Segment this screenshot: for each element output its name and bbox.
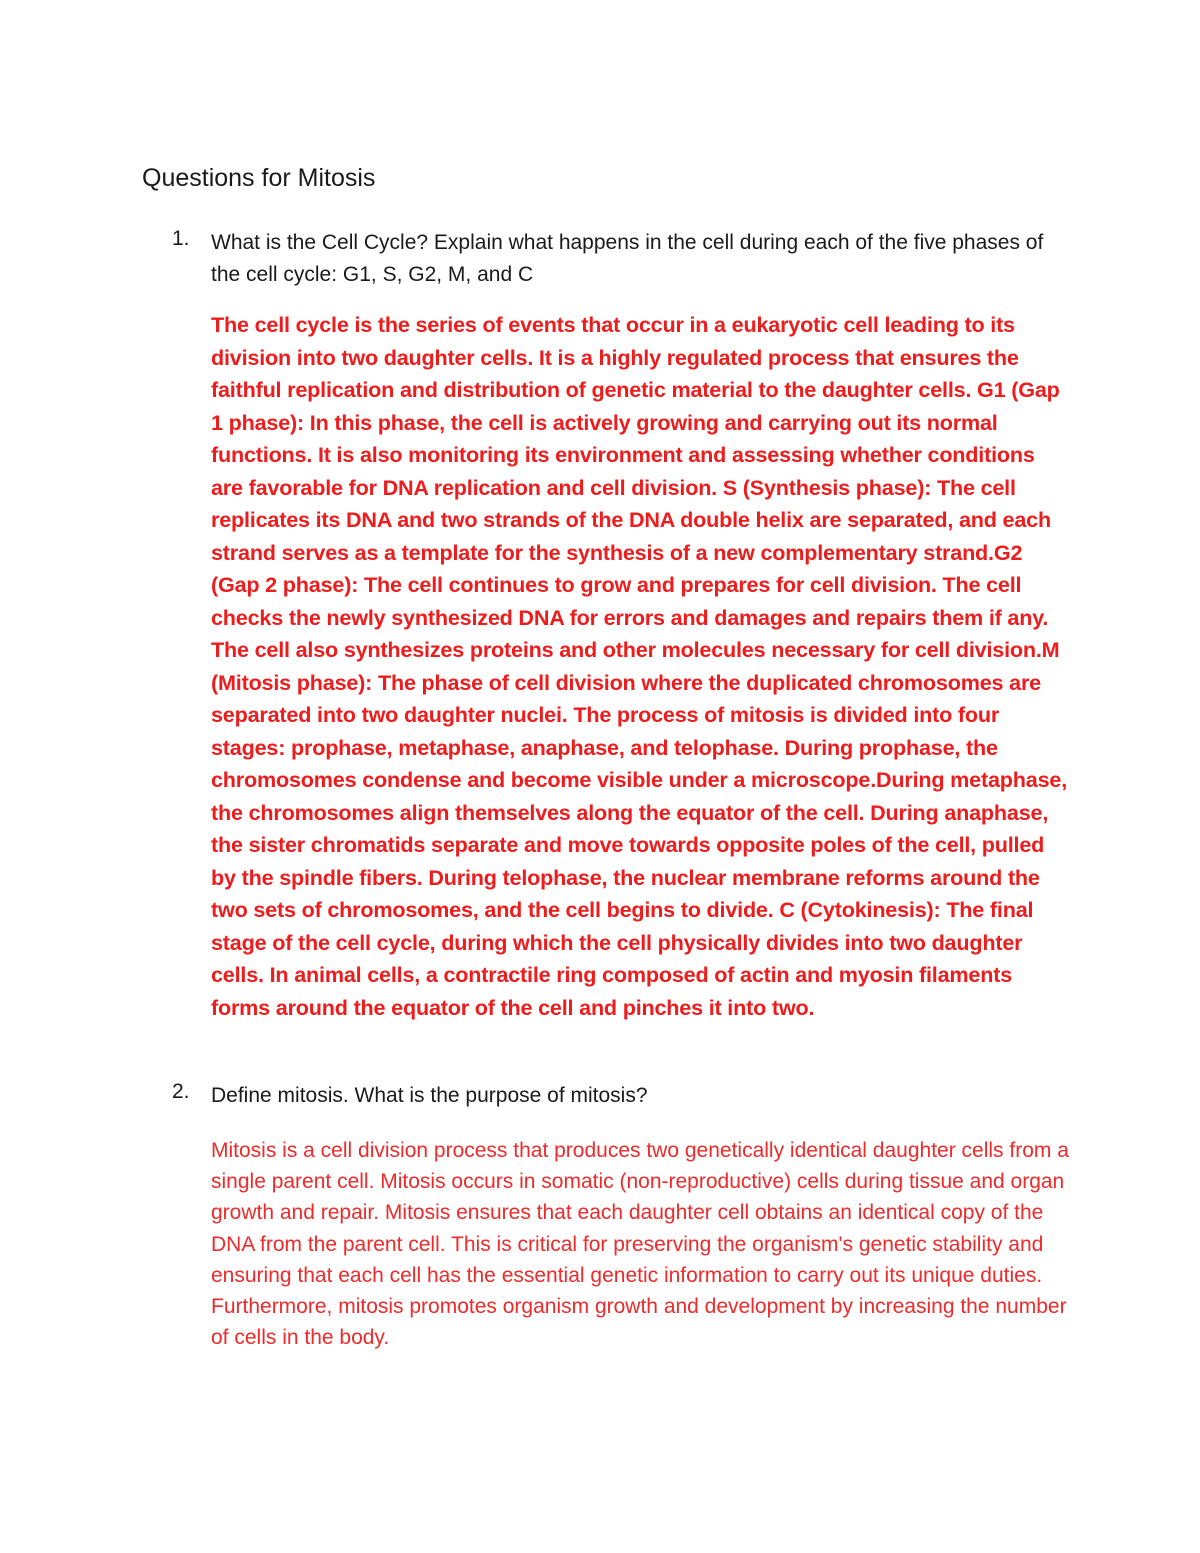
page-title: Questions for Mitosis: [142, 164, 376, 192]
answer-text-1: The cell cycle is the series of events that occur in a eukaryotic cell leading to its division into two daughter cells. It is a highly regulated process that ensures the faithful replication and distribution of genetic material to the daughter cells. G1 (Gap 1 phase): In this phase, the cell is actively growing and carrying out its normal functions. It is also monitoring its environment and assessing whether conditions are favorable for DNA replication and cell division. S (Synthesis phase): The cell replicates its DNA and two strands of the DNA double helix are separated, and each strand serves as a template for the synthesis of a new complementary strand.G2 (Gap 2 phase): The cell continues to grow and prepares for cell division. The cell checks the newly synthesized DNA for errors and damages and repairs them if any. The cell also synthesizes proteins and other molecules necessary for cell division.M (Mitosis phase): The phase of cell division where the duplicated chromosomes are separated into two daughter nuclei. The process of mitosis is divided into four stages: prophase, metaphase, anaphase, and telophase. During prophase, the chromosomes condense and become visible under a microscope.During metaphase, the chromosomes align themselves along the equator of the cell. During anaphase, the sister chromatids separate and move towards opposite poles of the cell, pulled by the spindle fibers. During telophase, the nuclear membrane reforms around the two sets of chromosomes, and the cell begins to divide. C (Cytokinesis): The final stage of the cell cycle, during which the cell physically divides into two daughter cells. In animal cells, a contractile ring composed of actin and myosin filaments forms around the equator of the cell and pinches it into two.: [211, 312, 1068, 1020]
question-text: What is the Cell Cycle? Explain what happens in the cell during each of the five phases of the cell cycle: G1, S, G2, M, and C: [211, 231, 1044, 286]
question-number: 2.: [172, 1080, 190, 1103]
answer-text-2: Mitosis is a cell division process that produces two genetically identical daughter cells from a single parent cell. Mitosis occurs in somatic (non-reproductive) cells during tissue and organ growth and repair. Mitosis ensures that each daughter cell obtains an identical copy of the DNA from the parent cell. This is critical for preserving the organism's genetic stability and ensuring that each cell has the essential genetic information to carry out its unique duties. Furthermore, mitosis promotes organism growth and development by increasing the number of cells in the body.: [211, 1139, 1069, 1350]
question-number: 1.: [172, 227, 190, 250]
question-text: Define mitosis. What is the purpose of mitosis?: [211, 1084, 648, 1107]
